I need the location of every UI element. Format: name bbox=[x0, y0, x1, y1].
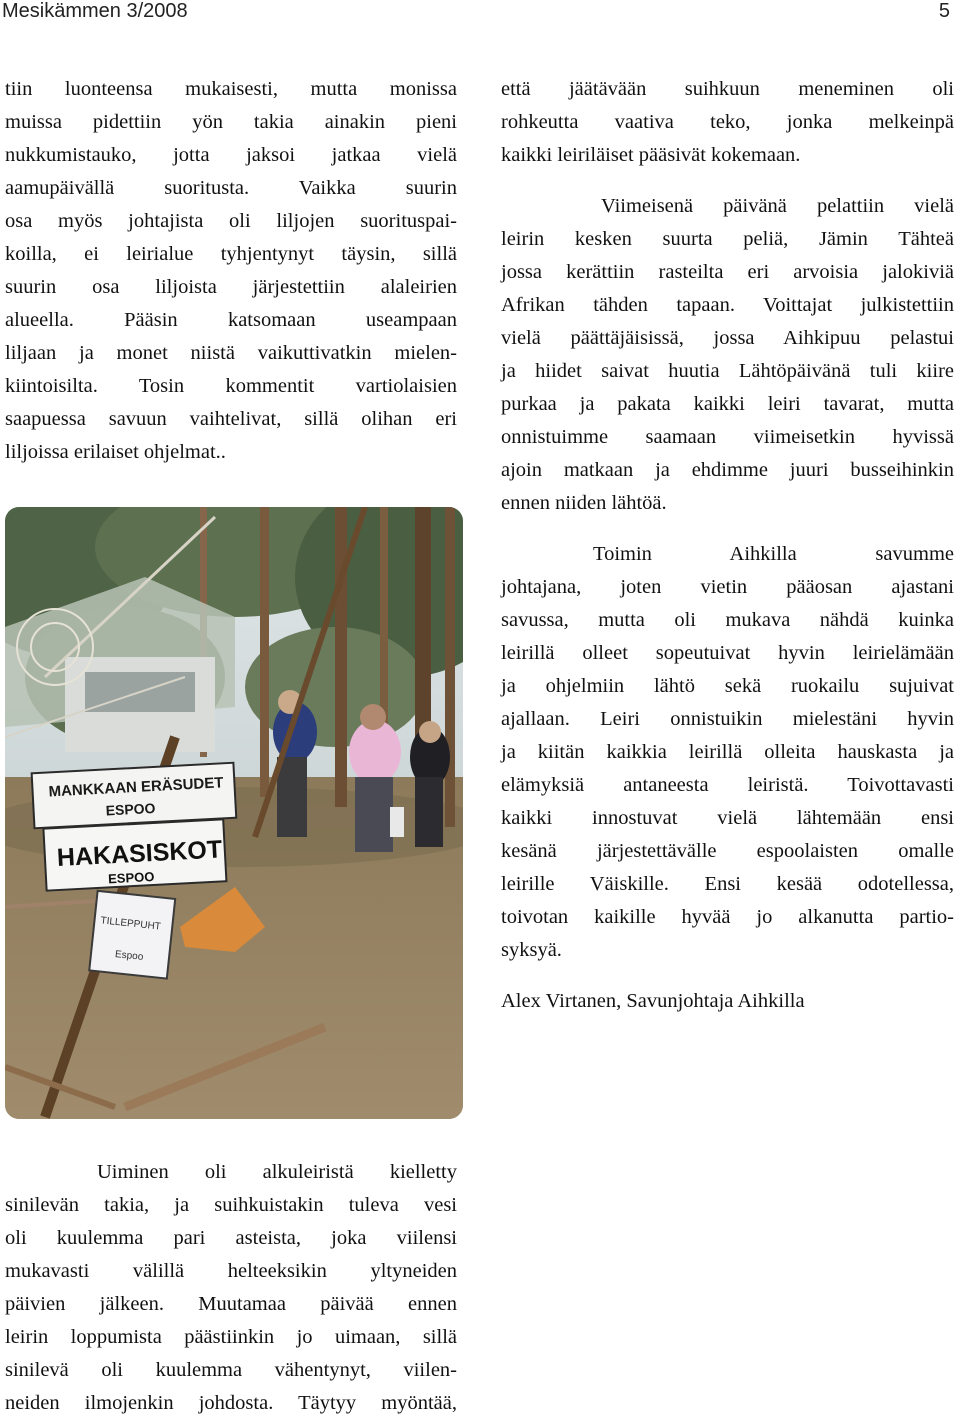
text-line: ennen niiden lähtöä. bbox=[501, 492, 667, 514]
text-line: kaikki innostuvat vielä lähtemään ensi bbox=[501, 807, 954, 829]
text-line: liljoissa erilaiset ohjelmat.. bbox=[5, 441, 226, 463]
sign-text: TILLEPPUHT bbox=[99, 915, 162, 933]
text-line: ja kiitän kaikkia leirillä olleita hauskasta ja bbox=[501, 741, 954, 763]
text-line: johtajana, joten vietin pääosan ajastani bbox=[501, 576, 954, 598]
text-line: ja hiidet saivat huutia Lähtöpäivänä tuli kiire bbox=[501, 360, 954, 382]
text-line: sinilevän takia, ja suihkuistakin tuleva vesi bbox=[5, 1194, 457, 1216]
camp-photo bbox=[5, 507, 463, 1119]
text-line: rohkeutta vaativa teko, jonka melkeinpä bbox=[501, 111, 954, 133]
text-line: Afrikan tähden tapaan. Voittajat julkistettiin bbox=[501, 294, 954, 316]
text-line: kiintoisilta. Tosin kommentit vartiolaisien bbox=[5, 375, 457, 397]
text-line: toivotan kaikille hyvää jo alkanutta partio- bbox=[501, 906, 954, 928]
text-line: leirillä olleet sopeutuivat hyvin leirielämään bbox=[501, 642, 954, 664]
author-signature: Alex Virtanen, Savunjohtaja Aihkilla bbox=[501, 990, 805, 1012]
page-number: 5 bbox=[938, 0, 950, 22]
text-line: alueella. Pääsin katsomaan useampaan bbox=[5, 309, 457, 331]
sign-text: Espoo bbox=[114, 949, 144, 963]
text-line: ja ohjelmiin lähtö sekä ruokailu sujuivat bbox=[501, 675, 954, 697]
sign-text: HAKASISKOT bbox=[56, 835, 223, 873]
publication-title: Mesikämmen 3/2008 bbox=[2, 0, 188, 22]
text-line: onnistuimme saamaan viimeisetkin hyvissä bbox=[501, 426, 954, 448]
text-line: vielä päättäjäisissä, jossa Aihkipuu pelastui bbox=[501, 327, 954, 349]
text-line: ajallaan. Leiri onnistuikin mielestäni hyvin bbox=[501, 708, 954, 730]
text-line: aamupäivällä suoritusta. Vaikka suurin bbox=[5, 177, 457, 199]
page-header bbox=[0, 0, 960, 30]
text-line: saapuessa savuun vaihtelivat, sillä olihan eri bbox=[5, 408, 457, 430]
text-line: tiin luonteensa mukaisesti, mutta monissa bbox=[5, 78, 457, 100]
text-line: leirille Väiskille. Ensi kesää odotellessa, bbox=[501, 873, 954, 895]
text-line: suurin osa liljoista järjestettiin alaleirien bbox=[5, 276, 457, 298]
text-line: kesänä järjestettävälle espoolaisten omalle bbox=[501, 840, 954, 862]
text-line: nukkumistauko, jotta jaksoi jatkaa vielä bbox=[5, 144, 457, 166]
text-line: Toimin Aihkilla savumme bbox=[593, 543, 954, 565]
text-line: syksyä. bbox=[501, 939, 562, 961]
text-line: sinilevä oli kuulemma vähentynyt, viilen- bbox=[5, 1359, 457, 1381]
text-line: liljaan ja monet niistä vaikuttivatkin mielen- bbox=[5, 342, 457, 364]
text-line: päivien jälkeen. Muutamaa päivää ennen bbox=[5, 1293, 457, 1315]
text-line: mukavasti välillä helteeksikin yltyneiden bbox=[5, 1260, 457, 1282]
text-line: leirin kesken suurta peliä, Jämin Tähteä bbox=[501, 228, 954, 250]
sign-text: ESPOO bbox=[107, 868, 155, 887]
text-line: että jäätävään suihkuun meneminen oli bbox=[501, 78, 954, 100]
text-line: savussa, mutta oli mukava nähdä kuinka bbox=[501, 609, 954, 631]
text-line: jossa kerättiin rasteilta eri arvoisia jalokiviä bbox=[501, 261, 954, 283]
sign-text: MANKKAAN ERÄSUDET bbox=[48, 774, 224, 801]
text-line: Uiminen oli alkuleiristä kielletty bbox=[97, 1161, 457, 1183]
text-line: osa myös johtajista oli liljojen suorituspai- bbox=[5, 210, 457, 232]
text-line: koilla, ei leirialue tyhjentynyt täysin, sillä bbox=[5, 243, 457, 265]
text-line: purkaa ja pakata kaikki leiri tavarat, mutta bbox=[501, 393, 954, 415]
text-line: oli kuulemma pari asteista, joka viilensi bbox=[5, 1227, 457, 1249]
text-line: neiden ilmojenkin johdosta. Täytyy myöntää, bbox=[5, 1392, 457, 1414]
text-line: elämyksiä antaneesta leiristä. Toivottavasti bbox=[501, 774, 954, 796]
text-line: ajoin matkaan ja ehdimme juuri busseihinkin bbox=[501, 459, 954, 481]
text-line: Viimeisenä päivänä pelattiin vielä bbox=[601, 195, 954, 217]
text-line: muissa pidettiin yön takia ainakin pieni bbox=[5, 111, 457, 133]
text-line: kaikki leiriläiset pääsivät kokemaan. bbox=[501, 144, 801, 166]
text-line: leirin loppumista päästiinkin jo uimaan, sillä bbox=[5, 1326, 457, 1348]
sign-text: ESPOO bbox=[105, 799, 156, 819]
